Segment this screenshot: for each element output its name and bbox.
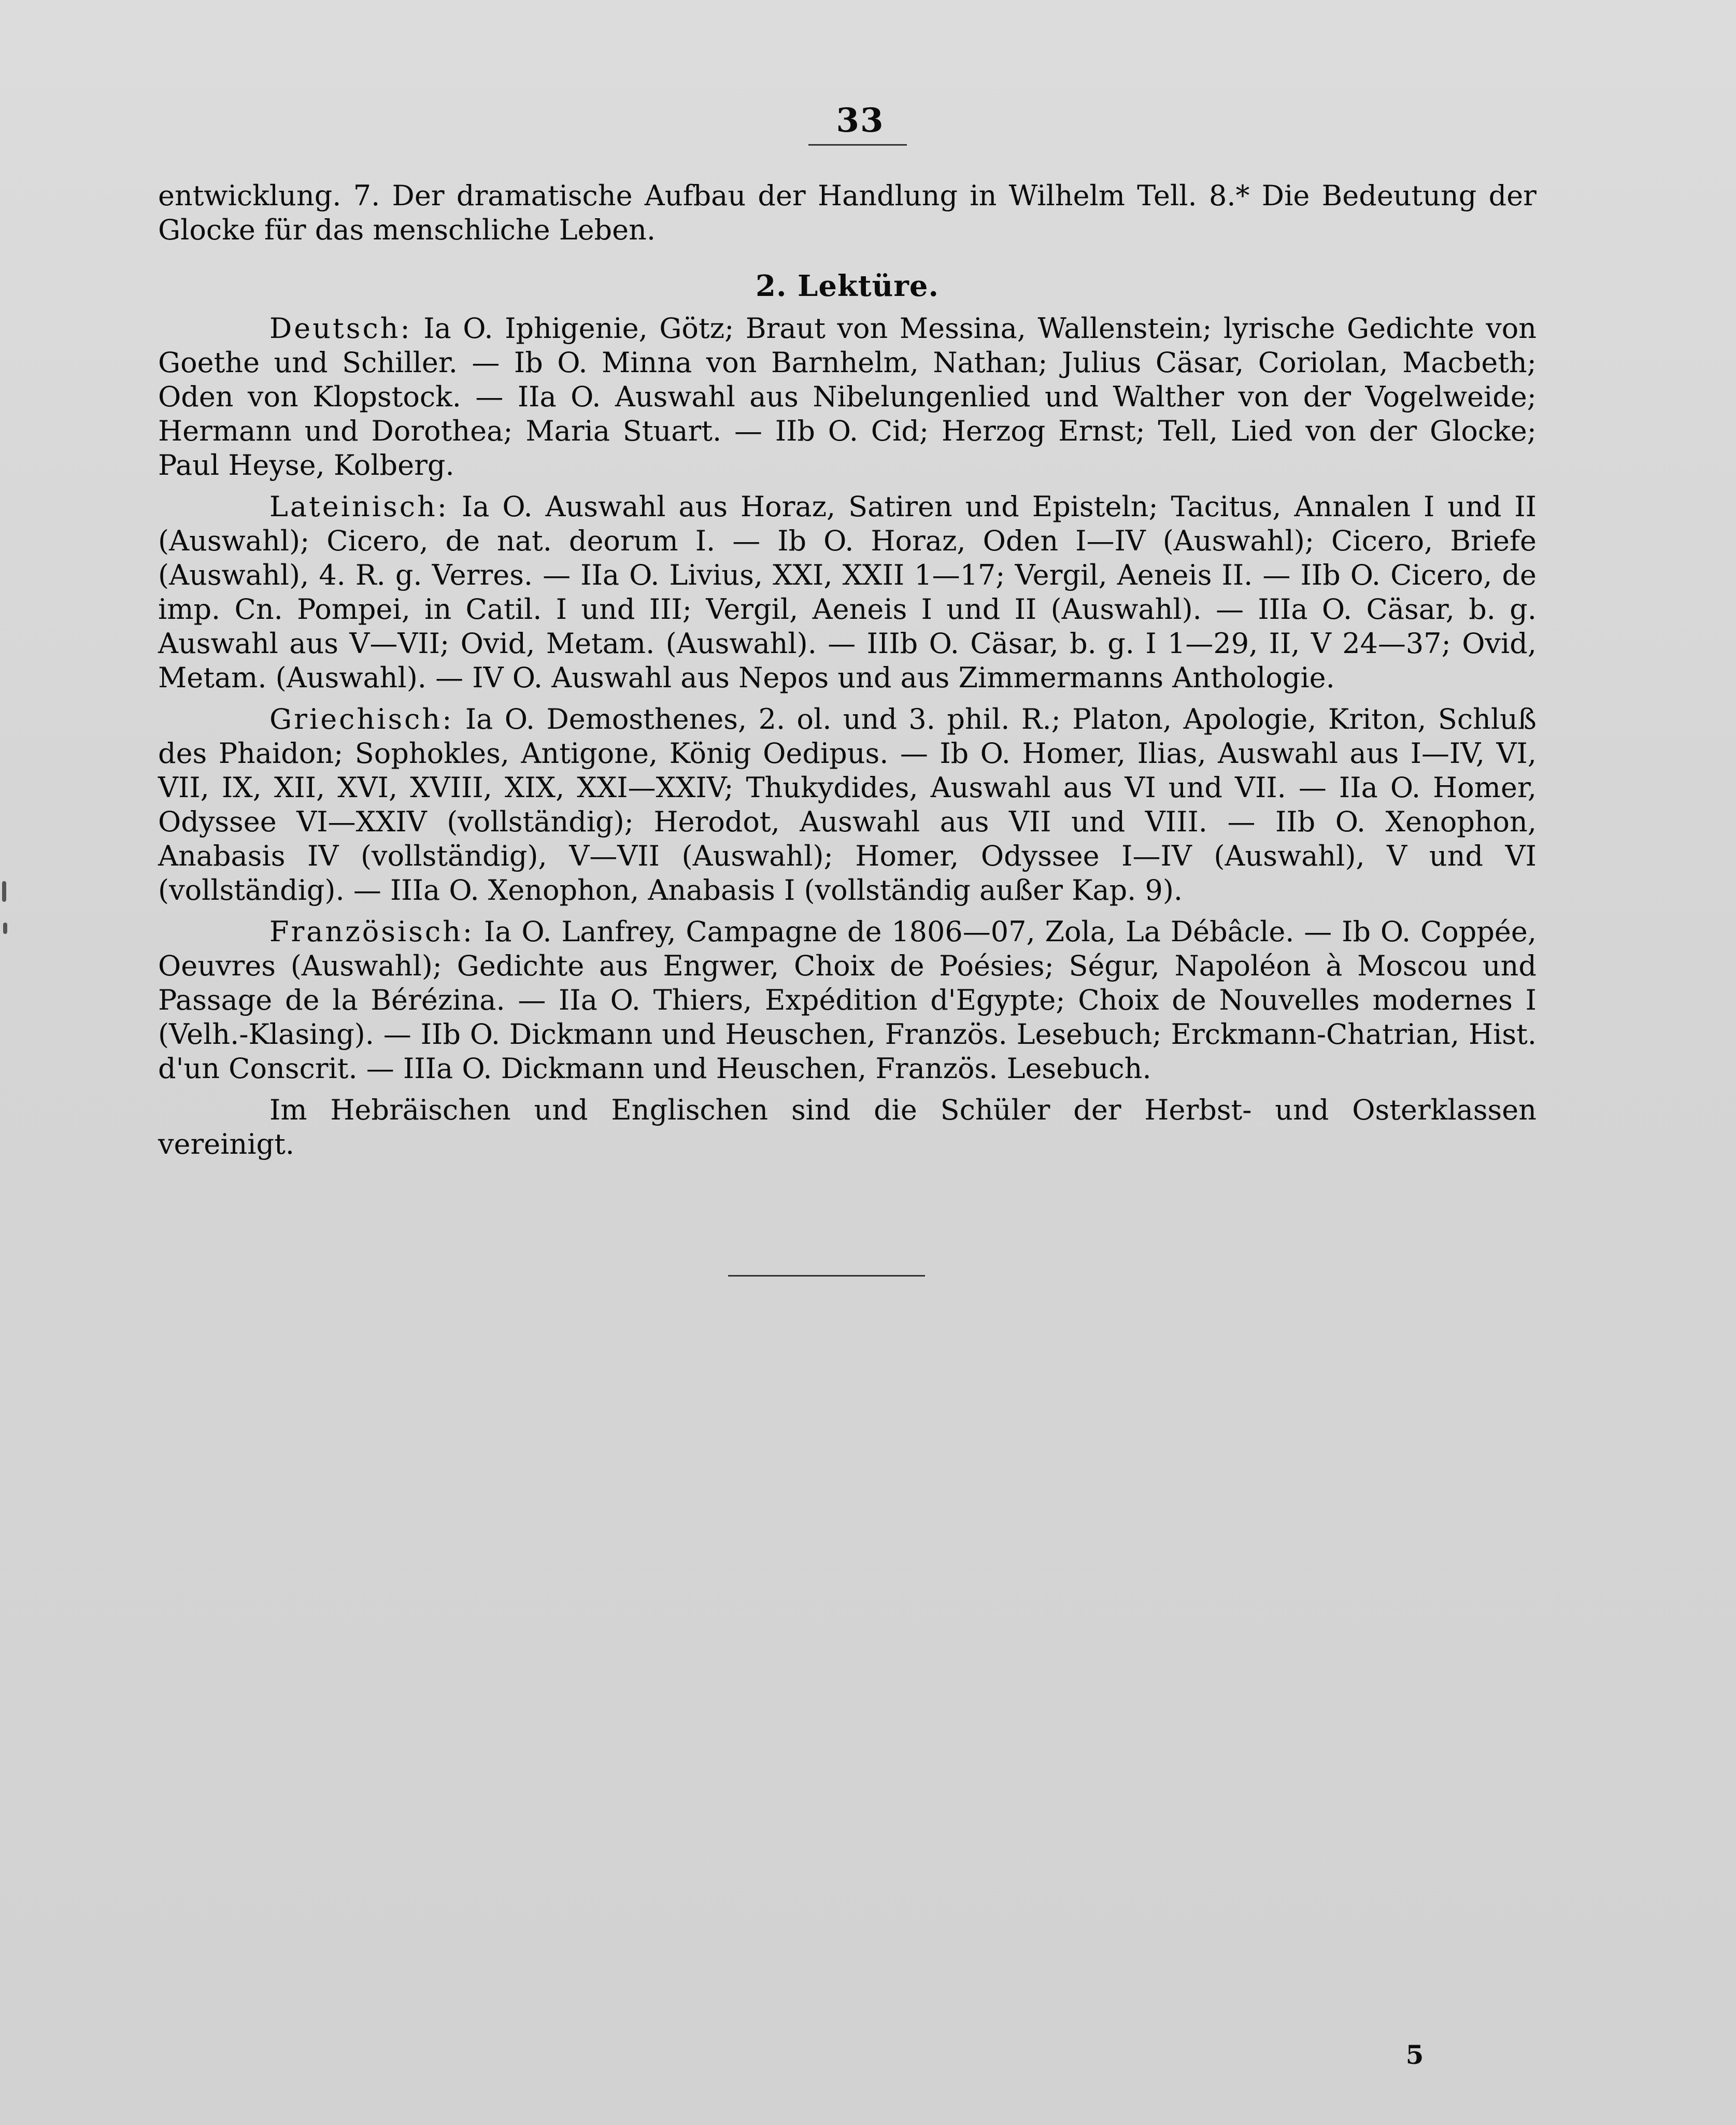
section-heading: 2. Lektüre. (756, 269, 939, 303)
paragraph-griechisch (158, 702, 1536, 908)
signature-mark: 5 (1405, 2039, 1424, 2070)
page-number: 33 (836, 101, 885, 140)
paragraph-text: Ia O. Auswahl aus Horaz, Satiren und Episteln; Tacitus, Annalen I und II (Auswahl); Cicero, de nat. deorum I. — Ib O. Horaz, Oden I—IV (Auswahl); Cicero, Briefe (Auswahl), 4. R. g. Verres. — IIa O. Livius, XXI, XXII 1—17; Vergil, Aeneis II. — IIb O. Cicero, de imp. Cn. Pompei, in Catil. I und III; Vergil, Aeneis I und II (Auswahl). — IIIa O. Cäsar, b. g. Auswahl aus V—VII; Ovid, Metam. (Auswahl). — IIIb O. Cäsar, b. g. I 1—29, II, V 24—37; Ovid, Metam. (Auswahl). — IV O. Auswahl aus Nepos und aus Zimmermanns Anthologie. (158, 490, 1536, 694)
paragraph-text: Ia O. Demosthenes, 2. ol. und 3. phil. R.; Platon, Apologie, Kriton, Schluß des Phaidon; Sophokles, Antigone, König Oedipus. — Ib O. Homer, Ilias, Auswahl aus I—IV, VI, VII, IX, XII, XVI, XVIII, XIX, XXI—XXIV; Thukydides, Auswahl aus VI und VII. — IIa O. Homer, Odyssee VI—XXIV (vollständig); Herodot, Auswahl aus VII und VIII. — IIb O. Xenophon, Anabasis IV (vollständig), V—VII (Auswahl); Homer, Odyssee I—IV (Auswahl), V und VI (vollständig). — IIIa O. Xenophon, Anabasis I (vollständig außer Kap. 9). (158, 703, 1536, 906)
subject-label: Deutsch: (269, 312, 412, 345)
page-number-rule (808, 144, 907, 146)
end-rule (728, 1275, 925, 1277)
subject-label: Griechisch: (269, 703, 454, 735)
subject-label: Französisch: (269, 915, 475, 948)
paragraph-deutsch (158, 311, 1536, 483)
subject-label: Lateinisch: (269, 490, 449, 523)
paragraph-text: Ia O. Iphigenie, Götz; Braut von Messina, Wallenstein; lyrische Gedichte von Goethe und Schiller. — Ib O. Minna von Barnhelm, Nathan; Julius Cäsar, Coriolan, Macbeth; Oden von Klopstock. — IIa O. Auswahl aus Nibelungenlied und Walther von der Vogelweide; Hermann und Dorothea; Maria Stuart. — IIb O. Cid; Herzog Ernst; Tell, Lied von der Glocke; Paul Heyse, Kolberg. (158, 312, 1536, 481)
paragraph-text: Ia O. Lanfrey, Campagne de 1806—07, Zola, La Débâcle. — Ib O. Coppée, Oeuvres (Auswahl); Gedichte aus Engwer, Choix de Poésies; Ségur, Napoléon à Moscou und Passage de la Bérézina. — IIa O. Thiers, Expédition d'Egypte; Choix de Nouvelles modernes I (Velh.-Klasing). — IIb O. Dickmann und Heuschen, Französ. Lesebuch; Erckmann-Chatrian, Hist. d'un Conscrit. — IIIa O. Dickmann und Heuschen, Französ. Lesebuch. (158, 915, 1536, 1085)
closing-paragraph: Im Hebräischen und Englischen sind die Schüler der Herbst- und Osterklassen vereinigt. (158, 1094, 1536, 1160)
page-content (158, 179, 1536, 1161)
paragraph-lateinisch (158, 490, 1536, 695)
scan-mark (3, 923, 7, 934)
intro-paragraph: entwicklung. 7. Der dramatische Aufbau der Handlung in Wilhelm Tell. 8.* Die Bedeutung der Glocke für das menschliche Leben. (158, 179, 1536, 246)
scan-mark (2, 881, 6, 902)
paragraph-franzoesisch (158, 915, 1536, 1086)
